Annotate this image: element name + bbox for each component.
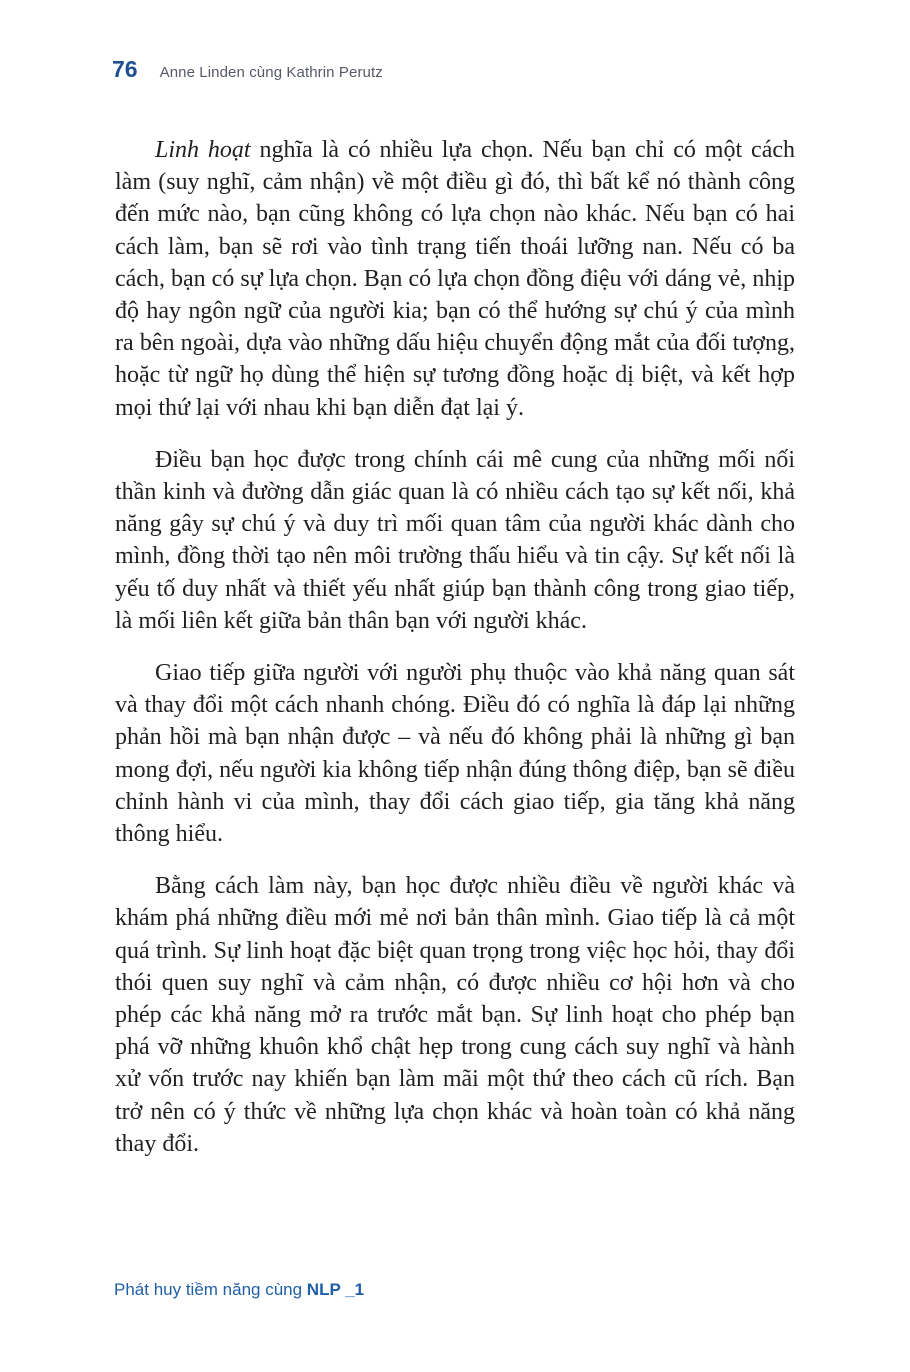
running-head-authors: Anne Linden cùng Kathrin Perutz [159, 64, 383, 81]
paragraph-4: Bằng cách làm này, bạn học được nhiều điều về người khác và khám phá những điều mới mẻ nơi bản thân mình. Giao tiếp là cả một quá trình. Sự linh hoạt đặc biệt quan trọng trong việc học hỏi, thay đổi thói quen suy nghĩ và cảm nhận, có được nhiều cơ hội hơn và cho phép các khả năng mở ra trước mắt bạn. Sự linh hoạt cho phép bạn phá vỡ những khuôn khổ chật hẹp trong cung cách suy nghĩ và hành xử vốn trước nay khiến bạn làm mãi một thứ theo cách cũ rích. Bạn trở nên có ý thức về những lựa chọn khác và hoàn toàn có khả năng thay đổi. [115, 873, 795, 1157]
paragraph-1-text: nghĩa là có nhiều lựa chọn. Nếu bạn chỉ có một cách làm (suy nghĩ, cảm nhận) về một điều gì đó, thì bất kể nó thành công đến mức nào, bạn cũng không có lựa chọn nào khác. Nếu bạn có hai cách làm, bạn sẽ rơi vào tình trạng tiến thoái lưỡng nan. Nếu có ba cách, bạn có sự lựa chọn. Bạn có lựa chọn đồng điệu với dáng vẻ, nhịp độ hay ngôn ngữ của người kia; bạn có thể hướng sự chú ý của mình ra bên ngoài, dựa vào những dấu hiệu chuyển động mắt của đối tượng, hoặc từ ngữ họ dùng thể hiện sự tương đồng hoặc dị biệt, và kết hợp mọi thứ lại với nhau khi bạn diễn đạt lại ý. [115, 137, 795, 421]
body-text [115, 134, 795, 1180]
paragraph-1 [115, 134, 795, 424]
page-number: 76 [112, 56, 138, 82]
footer-book-title: Phát huy tiềm năng cùng [114, 1280, 307, 1299]
footer-book-title-bold: NLP _1 [306, 1280, 365, 1299]
paragraph-2: Điều bạn học được trong chính cái mê cung của những mối nối thần kinh và đường dẫn giác quan là có nhiều cách tạo sự kết nối, khả năng gây sự chú ý và duy trì mối quan tâm của người khác dành cho mình, đồng thời tạo nên môi trường thấu hiểu và tin cậy. Sự kết nối là yếu tố duy nhất và thiết yếu nhất giúp bạn thành công trong giao tiếp, là mối liên kết giữa bản thân bạn với người khác. [115, 446, 795, 634]
paragraph-3: Giao tiếp giữa người với người phụ thuộc vào khả năng quan sát và thay đổi một cách nhanh chóng. Điều đó có nghĩa là đáp lại những phản hồi mà bạn nhận được – và nếu đó không phải là những gì bạn mong đợi, nếu người kia không tiếp nhận đúng thông điệp, bạn sẽ điều chỉnh hành vi của mình, thay đổi cách giao tiếp, gia tăng khả năng thông hiểu. [115, 660, 795, 848]
paragraph-1-lead-italic: Linh hoạt [155, 137, 251, 163]
page-header [112, 56, 383, 86]
page-footer [114, 1280, 364, 1300]
